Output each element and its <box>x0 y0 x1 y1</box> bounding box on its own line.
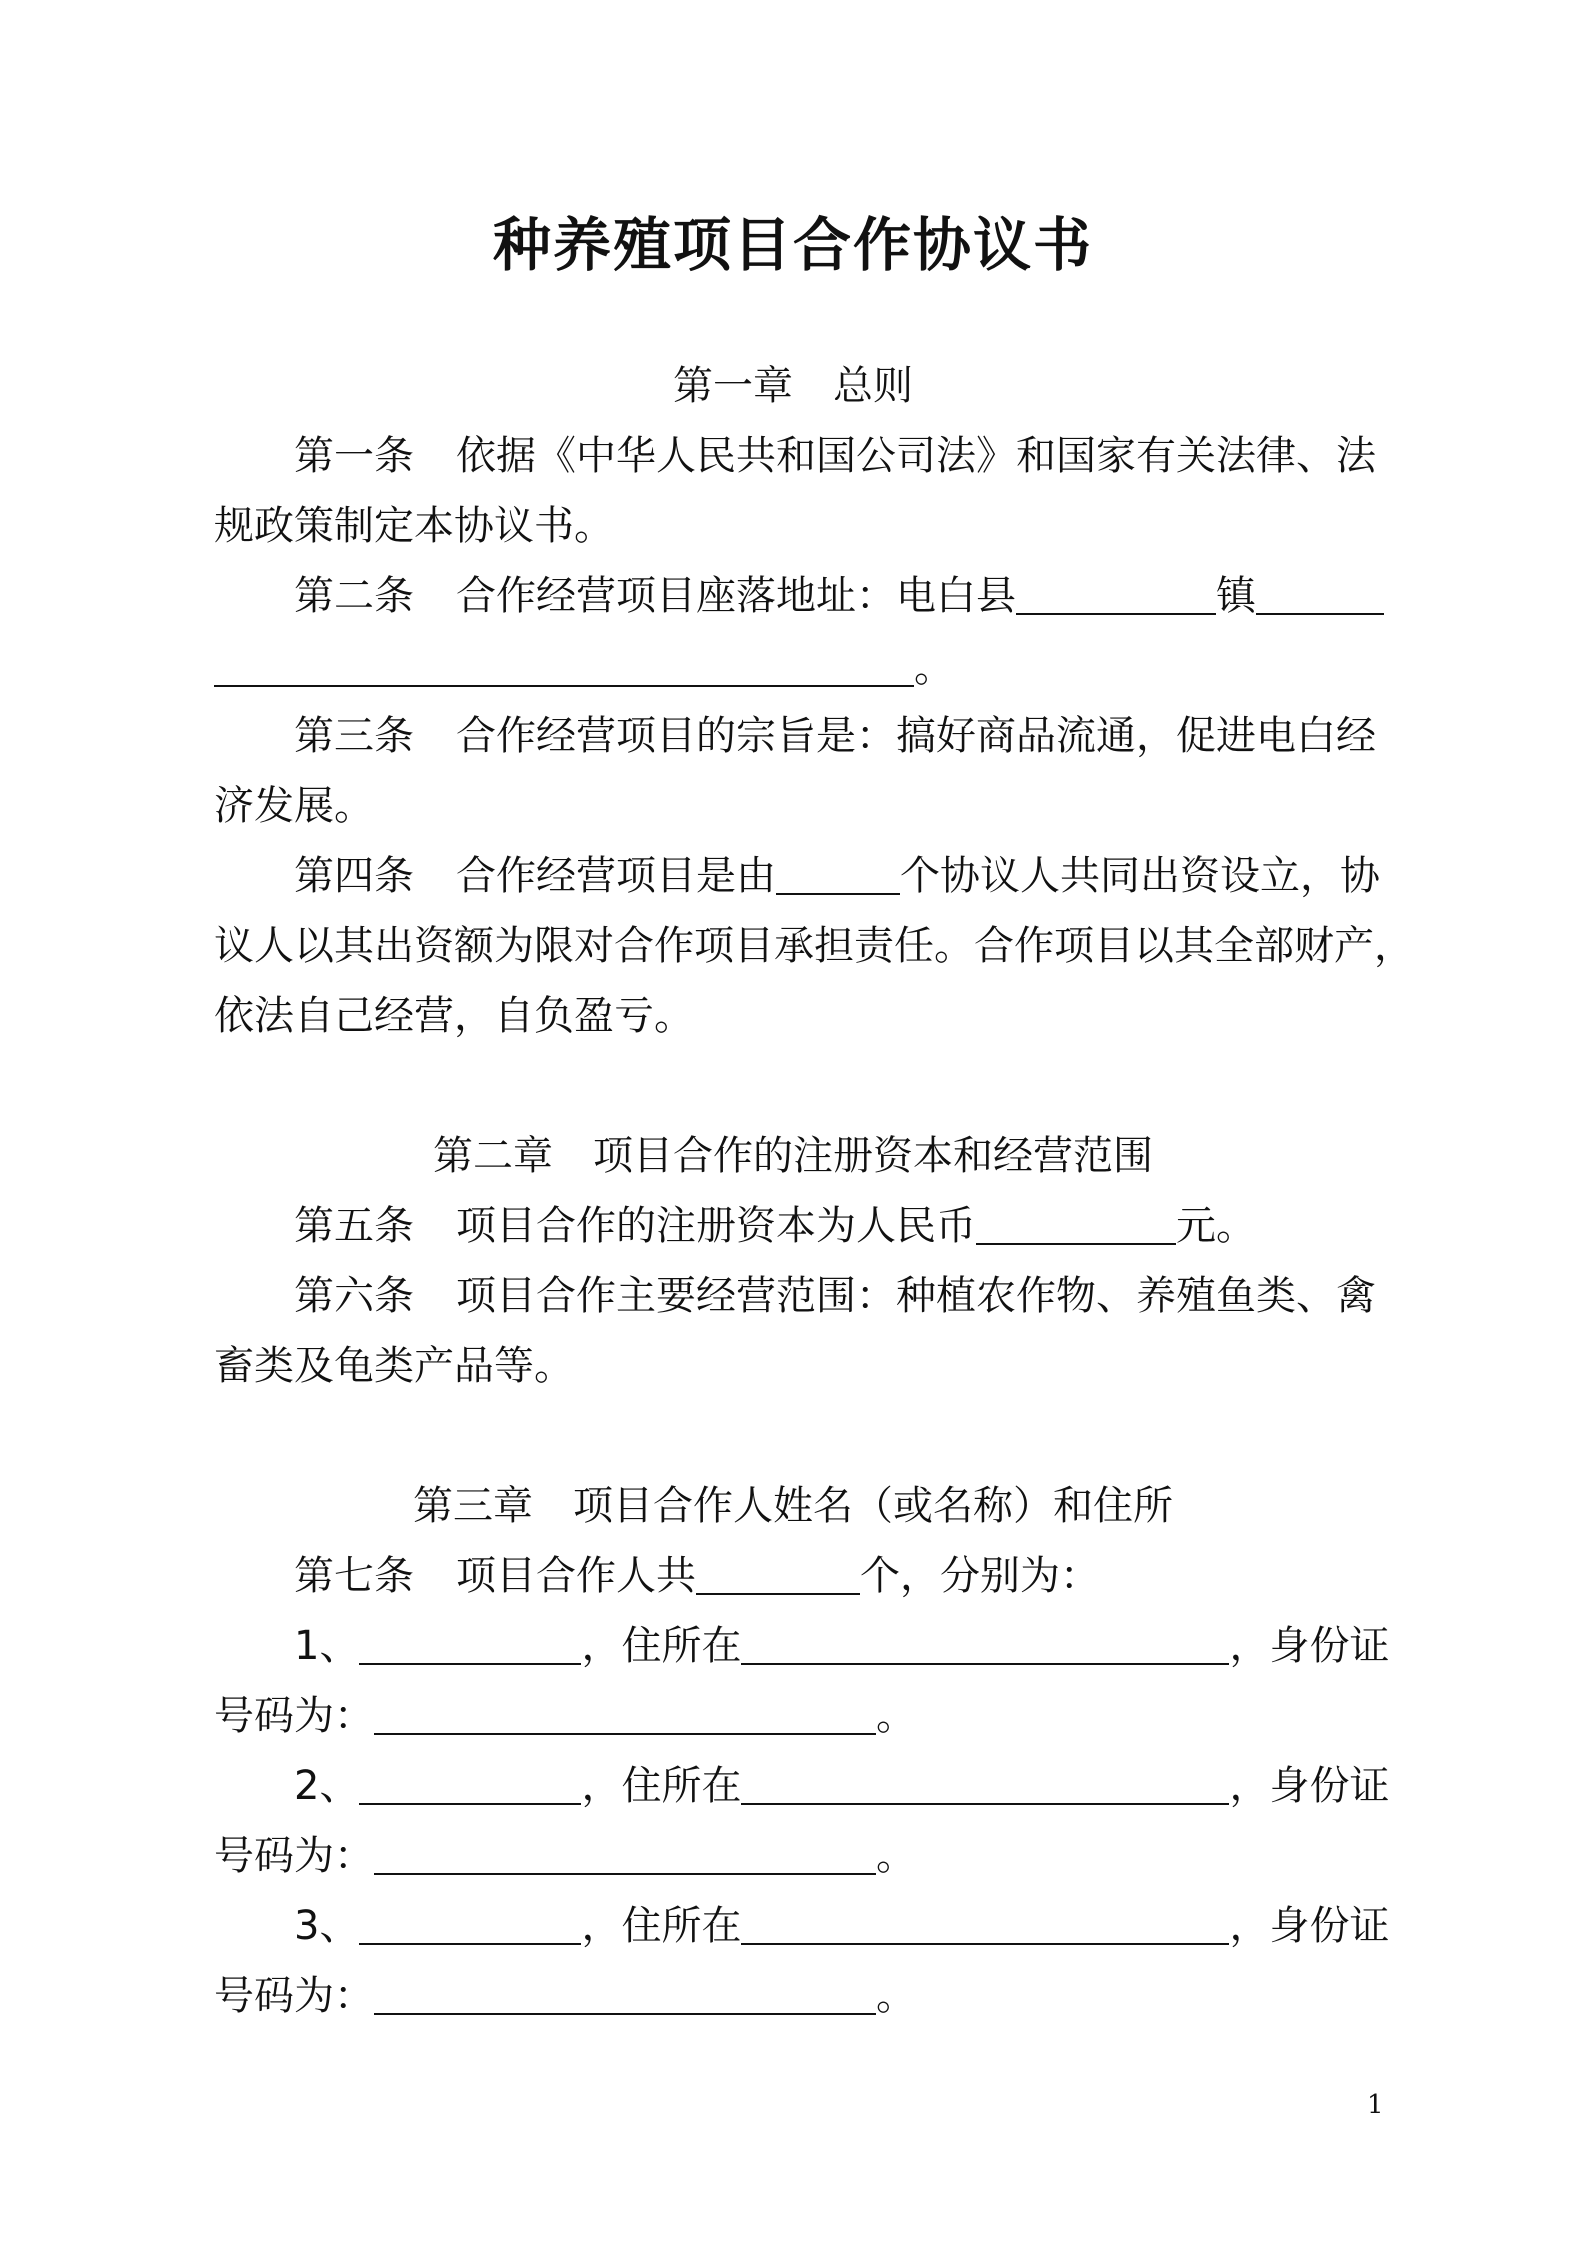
partner-3-line-2 <box>214 1968 916 2024</box>
article-3-label: 第三条 <box>294 713 414 759</box>
article-5-line-1 <box>294 1198 1256 1254</box>
partner-1-number: 1、 <box>294 1623 360 1669</box>
article-3-line-2: 济发展。 <box>214 783 374 829</box>
partner-3-residence-blank[interactable] <box>741 1903 1229 1945</box>
partner-3-name-blank[interactable] <box>359 1903 581 1945</box>
partner-3-id-prefix: 号码为： <box>214 1973 374 2019</box>
article-6-line-2: 畜类及龟类产品等。 <box>214 1343 574 1389</box>
partner-1-id-prefix: 号码为： <box>214 1693 374 1739</box>
article-7-label: 第七条 <box>294 1553 414 1599</box>
partner-1-line-2 <box>214 1688 916 1744</box>
chapter-2-heading: 第二章 项目合作的注册资本和经营范围 <box>433 1133 1153 1179</box>
partner-total-blank[interactable] <box>696 1553 860 1595</box>
partner-2-residence-blank[interactable] <box>741 1763 1229 1805</box>
article-2-text-a: 合作经营项目座落地址：电白县 <box>456 573 1016 619</box>
partner-1-end: 。 <box>876 1693 916 1739</box>
article-4-text-a: 合作经营项目是由 <box>456 853 776 899</box>
address-county-blank[interactable] <box>1016 573 1216 615</box>
article-1-line-2: 规政策制定本协议书。 <box>214 503 614 549</box>
article-5-text-a: 项目合作的注册资本为人民币 <box>456 1203 976 1249</box>
article-2-text-b: 镇 <box>1216 573 1256 619</box>
article-5-text-b: 元。 <box>1176 1203 1256 1249</box>
article-6-text-1: 项目合作主要经营范围：种植农作物、养殖鱼类、禽 <box>456 1273 1376 1319</box>
partner-3-residence-label: ，住所在 <box>581 1903 742 1949</box>
article-6-line-1 <box>294 1268 1376 1324</box>
partner-3-id-blank[interactable] <box>374 1973 876 2015</box>
partner-2-id-blank[interactable] <box>374 1833 876 1875</box>
article-1-line-1 <box>294 428 1376 484</box>
article-6-label: 第六条 <box>294 1273 414 1319</box>
partner-3-id-label: ，身份证 <box>1229 1903 1390 1949</box>
partner-2-name-blank[interactable] <box>359 1763 581 1805</box>
registered-capital-blank[interactable] <box>976 1203 1176 1245</box>
chapter-1-heading: 第一章 总则 <box>673 363 913 409</box>
article-2-line-1 <box>294 568 1384 624</box>
partner-2-line-2 <box>214 1828 916 1884</box>
article-3-text-1: 合作经营项目的宗旨是：搞好商品流通，促进电白经 <box>456 713 1376 759</box>
article-4-line-2: 议人以其出资额为限对合作项目承担责任。合作项目以其全部财产， <box>214 923 1414 969</box>
partner-1-id-blank[interactable] <box>374 1693 876 1735</box>
partner-1-residence-blank[interactable] <box>741 1623 1229 1665</box>
partner-1-id-label: ，身份证 <box>1229 1623 1390 1669</box>
partner-2-end: 。 <box>876 1833 916 1879</box>
article-2-end: 。 <box>914 645 954 691</box>
address-detail-blank[interactable] <box>214 645 914 687</box>
partner-3-line-1 <box>294 1898 1389 1954</box>
partner-2-residence-label: ，住所在 <box>581 1763 742 1809</box>
article-7-line-1 <box>294 1548 1100 1604</box>
page-number: 1 <box>1367 2090 1384 2120</box>
article-1-label: 第一条 <box>294 433 414 479</box>
partner-2-line-1 <box>294 1758 1389 1814</box>
partner-3-number: 3、 <box>294 1903 360 1949</box>
article-1-text-1: 依据《中华人民共和国公司法》和国家有关法律、法 <box>456 433 1376 479</box>
article-4-label: 第四条 <box>294 853 414 899</box>
partner-1-line-1 <box>294 1618 1389 1674</box>
article-5-label: 第五条 <box>294 1203 414 1249</box>
article-4-line-1 <box>294 848 1380 904</box>
partner-2-id-prefix: 号码为： <box>214 1833 374 1879</box>
address-town-blank[interactable] <box>1256 573 1384 615</box>
article-2-line-2 <box>214 640 954 696</box>
article-7-text-b: 个，分别为： <box>860 1553 1100 1599</box>
partner-2-id-label: ，身份证 <box>1229 1763 1390 1809</box>
article-7-text-a: 项目合作人共 <box>456 1553 696 1599</box>
article-4-line-3: 依法自己经营，自负盈亏。 <box>214 993 694 1039</box>
partner-1-name-blank[interactable] <box>359 1623 581 1665</box>
chapter-3-heading: 第三章 项目合作人姓名（或名称）和住所 <box>413 1483 1173 1529</box>
partner-2-number: 2、 <box>294 1763 360 1809</box>
partner-1-residence-label: ，住所在 <box>581 1623 742 1669</box>
document-title: 种养殖项目合作协议书 <box>492 211 1093 279</box>
partner-3-end: 。 <box>876 1973 916 2019</box>
partner-count-blank[interactable] <box>776 853 900 895</box>
article-3-line-1 <box>294 708 1376 764</box>
article-2-label: 第二条 <box>294 573 414 619</box>
article-4-text-b: 个协议人共同出资设立，协 <box>900 853 1380 899</box>
